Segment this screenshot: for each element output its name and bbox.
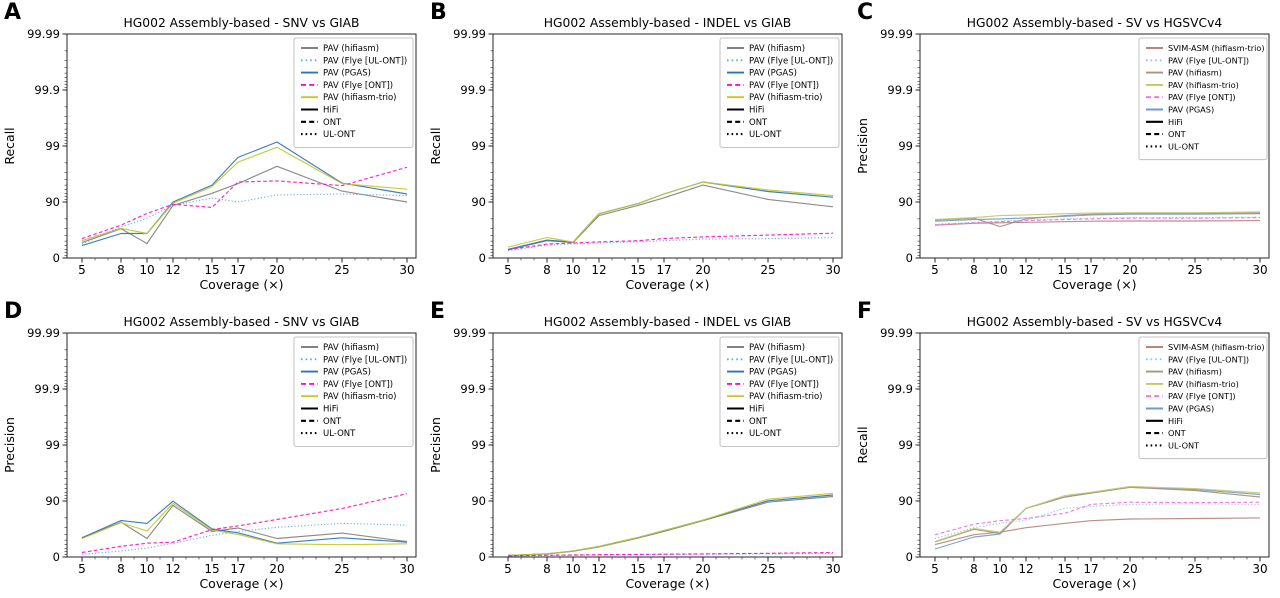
x-tick-label: 10: [565, 562, 581, 576]
legend-label: PAV (Flye [UL-ONT]): [1168, 354, 1250, 365]
x-axis: [931, 258, 1267, 277]
x-tick-label: 20: [1122, 263, 1138, 277]
y-tick-label: 90: [898, 194, 913, 209]
legend-label: PAV (Flye [ONT]): [323, 80, 394, 91]
legend: [720, 38, 839, 147]
y-tick-label: 99.99: [453, 26, 486, 41]
x-tick-label: 17: [1083, 562, 1099, 576]
y-tick-label: 99: [45, 437, 60, 452]
legend-label: PAV (hifiasm-trio): [1168, 378, 1239, 389]
legend-label: PAV (hifiasm-trio): [323, 392, 397, 403]
x-tick-label: 8: [117, 263, 125, 277]
x-tick-label: 8: [970, 562, 978, 576]
x-tick-label: 15: [204, 263, 220, 277]
legend-label: PAV (PGAS): [1168, 403, 1215, 414]
x-tick-label: 15: [204, 562, 220, 576]
legend-label: ONT: [749, 117, 768, 128]
y-tick-label: 99.9: [34, 82, 60, 97]
legend-label: PAV (hifiasm-trio): [749, 392, 823, 403]
legend-label: PAV (Flye [ONT]): [749, 80, 820, 91]
x-tick-label: 20: [269, 562, 285, 576]
y-axis: [27, 326, 67, 564]
x-axis: [504, 557, 840, 576]
chart-E: [426, 299, 853, 598]
legend-label: PAV (Flye [ONT]): [323, 379, 394, 390]
legend-label: PAV (hifiasm): [1168, 366, 1222, 377]
y-tick-label: 99.99: [880, 26, 913, 41]
y-tick-label: 99.99: [880, 325, 913, 340]
x-tick-label: 12: [165, 562, 181, 576]
x-tick-label: 5: [78, 562, 86, 576]
chart-F: [853, 299, 1280, 598]
series-group: [82, 142, 407, 246]
x-tick-label: 20: [269, 263, 285, 277]
series-group: [508, 493, 833, 556]
x-tick-label: 15: [630, 562, 646, 576]
x-tick-label: 10: [139, 562, 155, 576]
x-axis-label: Coverage (×): [199, 576, 284, 591]
x-tick-label: 5: [504, 562, 512, 576]
x-tick-label: 30: [399, 562, 415, 576]
series-line-pav-flye-ont-: [82, 494, 407, 553]
x-tick-label: 8: [117, 562, 125, 576]
y-tick-label: 99: [471, 138, 486, 153]
legend-label: PAV (hifiasm-trio): [749, 93, 823, 104]
legend-label: PAV (Flye [UL-ONT]): [1168, 55, 1250, 66]
x-tick-label: 12: [591, 562, 607, 576]
series-line-pav-hifiasm-: [82, 166, 407, 243]
chart-title: HG002 Assembly-based - INDEL vs GIAB: [543, 16, 792, 30]
x-tick-label: 25: [760, 263, 776, 277]
y-tick-label: 99: [898, 138, 913, 153]
x-tick-label: 20: [695, 263, 711, 277]
panel-A: [0, 0, 427, 299]
x-tick-label: 25: [334, 263, 350, 277]
x-tick-label: 30: [825, 562, 841, 576]
y-axis-label: Precision: [428, 417, 443, 473]
x-tick-label: 15: [630, 263, 646, 277]
x-tick-label: 5: [931, 263, 939, 277]
x-axis-label: Coverage (×): [1052, 576, 1137, 591]
y-tick-label: 99.9: [34, 381, 60, 396]
panel-letter-E: E: [430, 299, 446, 324]
panel-letter-F: F: [857, 299, 873, 324]
x-tick-label: 10: [565, 263, 581, 277]
x-axis-label: Coverage (×): [625, 576, 710, 591]
y-tick-label: 99.9: [887, 82, 913, 97]
x-tick-label: 12: [1018, 263, 1034, 277]
y-tick-label: 99.99: [27, 26, 60, 41]
chart-D: [0, 299, 427, 598]
legend-label: PAV (PGAS): [1168, 104, 1215, 115]
chart-C: [853, 0, 1280, 299]
legend-label: UL-ONT: [323, 130, 356, 141]
series-group: [82, 494, 407, 555]
series-line-pav-pgas-: [82, 501, 407, 543]
x-tick-label: 30: [825, 263, 841, 277]
x-tick-label: 25: [760, 562, 776, 576]
x-tick-label: 10: [992, 263, 1008, 277]
y-tick-label: 90: [471, 194, 486, 209]
y-tick-label: 90: [45, 194, 60, 209]
panel-C: [853, 0, 1280, 299]
y-tick-label: 90: [45, 493, 60, 508]
y-tick-label: 0: [52, 250, 60, 265]
chart-title: HG002 Assembly-based - SNV vs GIAB: [123, 16, 360, 30]
legend-label: PAV (hifiasm): [749, 343, 806, 353]
series-group: [508, 182, 833, 251]
x-tick-label: 20: [1122, 562, 1138, 576]
legend-label: PAV (PGAS): [749, 367, 797, 378]
legend-label: ONT: [323, 117, 342, 128]
y-axis: [27, 27, 67, 265]
y-axis-label: Recall: [2, 127, 17, 165]
legend-label: PAV (Flye [ONT]): [749, 379, 820, 390]
series-line-pav-hifiasm-trio-: [508, 182, 833, 247]
x-tick-label: 5: [78, 263, 86, 277]
y-tick-label: 99.9: [460, 82, 486, 97]
chart-title: HG002 Assembly-based - SV vs HGSVCv4: [966, 315, 1223, 329]
panel-letter-D: D: [4, 299, 23, 324]
x-tick-label: 30: [1252, 562, 1268, 576]
x-tick-label: 5: [504, 263, 512, 277]
legend-label: HiFi: [749, 105, 765, 116]
series-line-pav-hifiasm-: [508, 497, 833, 556]
y-axis: [880, 326, 920, 564]
legend-label: PAV (Flye [UL-ONT]): [323, 355, 408, 366]
x-tick-label: 8: [543, 263, 551, 277]
x-tick-label: 10: [139, 263, 155, 277]
y-tick-label: 90: [471, 493, 486, 508]
legend-label: ONT: [1168, 428, 1186, 439]
series-group: [935, 212, 1260, 227]
legend-label: PAV (Flye [UL-ONT]): [749, 56, 834, 67]
y-tick-label: 99.99: [27, 325, 60, 340]
legend-label: ONT: [749, 416, 768, 427]
x-tick-label: 17: [656, 562, 672, 576]
legend-label: HiFi: [1168, 415, 1183, 426]
legend: [294, 337, 413, 446]
legend-label: ONT: [1168, 129, 1186, 140]
y-axis: [453, 326, 493, 564]
legend-label: SVIM-ASM (hifiasm-trio): [1168, 43, 1265, 53]
x-tick-label: 12: [165, 263, 181, 277]
x-tick-label: 5: [931, 562, 939, 576]
y-axis: [453, 27, 493, 265]
legend-label: PAV (hifiasm): [1168, 67, 1222, 78]
y-axis-label: Recall: [855, 426, 870, 464]
legend-label: UL-ONT: [1168, 141, 1200, 152]
legend-label: PAV (hifiasm): [749, 44, 806, 54]
y-tick-label: 0: [905, 549, 913, 564]
y-tick-label: 99: [471, 437, 486, 452]
y-tick-label: 0: [52, 549, 60, 564]
y-tick-label: 0: [905, 250, 913, 265]
legend-label: HiFi: [749, 404, 765, 415]
legend: [720, 337, 839, 446]
y-tick-label: 90: [898, 493, 913, 508]
legend-label: HiFi: [323, 105, 339, 116]
series-line-pav-hifiasm-trio-: [508, 493, 833, 555]
legend-label: PAV (PGAS): [323, 68, 371, 79]
series-line-pav-flye-ul-ont-: [82, 194, 407, 244]
x-axis-label: Coverage (×): [1052, 277, 1137, 292]
legend-label: PAV (hifiasm-trio): [1168, 79, 1239, 90]
legend-label: UL-ONT: [749, 429, 782, 440]
x-tick-label: 8: [543, 562, 551, 576]
x-tick-label: 12: [591, 263, 607, 277]
series-line-pav-pgas-: [935, 214, 1260, 222]
legend-label: HiFi: [1168, 116, 1183, 127]
legend-label: PAV (PGAS): [323, 367, 371, 378]
panel-E: [426, 299, 853, 598]
legend-label: PAV (Flye [ONT]): [1168, 391, 1236, 402]
y-axis: [880, 27, 920, 265]
legend-label: HiFi: [323, 404, 339, 415]
legend-label: PAV (Flye [ONT]): [1168, 92, 1236, 103]
x-tick-label: 12: [1018, 562, 1034, 576]
x-tick-label: 25: [1187, 562, 1203, 576]
series-line-pav-flye-ont-: [82, 167, 407, 238]
panel-letter-B: B: [430, 0, 447, 25]
chart-title: HG002 Assembly-based - SV vs HGSVCv4: [966, 16, 1223, 30]
legend-label: SVIM-ASM (hifiasm-trio): [1168, 342, 1265, 352]
legend-label: UL-ONT: [1168, 440, 1200, 451]
x-tick-label: 17: [230, 263, 246, 277]
y-tick-label: 99.9: [887, 381, 913, 396]
legend-label: UL-ONT: [749, 130, 782, 141]
x-tick-label: 8: [970, 263, 978, 277]
y-tick-label: 99: [898, 437, 913, 452]
x-tick-label: 15: [1057, 263, 1073, 277]
chart-title: HG002 Assembly-based - INDEL vs GIAB: [543, 315, 792, 329]
y-axis-label: Precision: [855, 118, 870, 174]
legend-label: PAV (Flye [UL-ONT]): [323, 56, 408, 67]
panel-B: [426, 0, 853, 299]
y-axis-label: Recall: [428, 127, 443, 165]
x-tick-label: 30: [399, 263, 415, 277]
x-tick-label: 17: [230, 562, 246, 576]
chart-title: HG002 Assembly-based - SNV vs GIAB: [123, 315, 360, 329]
series-line-pav-hifiasm-: [508, 185, 833, 250]
x-tick-label: 17: [656, 263, 672, 277]
x-axis: [78, 258, 414, 277]
series-group: [935, 487, 1260, 550]
x-tick-label: 20: [695, 562, 711, 576]
y-tick-label: 0: [478, 549, 486, 564]
legend-label: PAV (hifiasm): [323, 343, 380, 353]
x-tick-label: 25: [334, 562, 350, 576]
x-axis: [931, 557, 1267, 576]
legend-label: UL-ONT: [323, 429, 356, 440]
panel-F: [853, 299, 1280, 598]
y-axis-label: Precision: [2, 417, 17, 473]
y-tick-label: 99.99: [453, 325, 486, 340]
panel-letter-C: C: [857, 0, 874, 25]
panel-letter-A: A: [4, 0, 22, 25]
series-line-pav-pgas-: [508, 495, 833, 555]
y-tick-label: 0: [478, 250, 486, 265]
x-tick-label: 10: [992, 562, 1008, 576]
y-tick-label: 99.9: [460, 381, 486, 396]
x-tick-label: 17: [1083, 263, 1099, 277]
legend-label: PAV (hifiasm-trio): [323, 93, 397, 104]
x-axis-label: Coverage (×): [199, 277, 284, 292]
legend-label: PAV (Flye [UL-ONT]): [749, 355, 834, 366]
x-axis: [504, 258, 840, 277]
chart-A: [0, 0, 427, 299]
x-tick-label: 30: [1252, 263, 1268, 277]
chart-B: [426, 0, 853, 299]
legend: [1139, 337, 1267, 459]
legend: [294, 38, 413, 147]
legend-label: PAV (PGAS): [749, 68, 797, 79]
x-tick-label: 15: [1057, 562, 1073, 576]
x-axis-label: Coverage (×): [625, 277, 710, 292]
legend: [1139, 38, 1267, 160]
panel-D: [0, 299, 427, 598]
x-axis: [78, 557, 414, 576]
x-tick-label: 25: [1187, 263, 1203, 277]
y-tick-label: 99: [45, 138, 60, 153]
legend-label: ONT: [323, 416, 342, 427]
legend-label: PAV (hifiasm): [323, 44, 380, 54]
